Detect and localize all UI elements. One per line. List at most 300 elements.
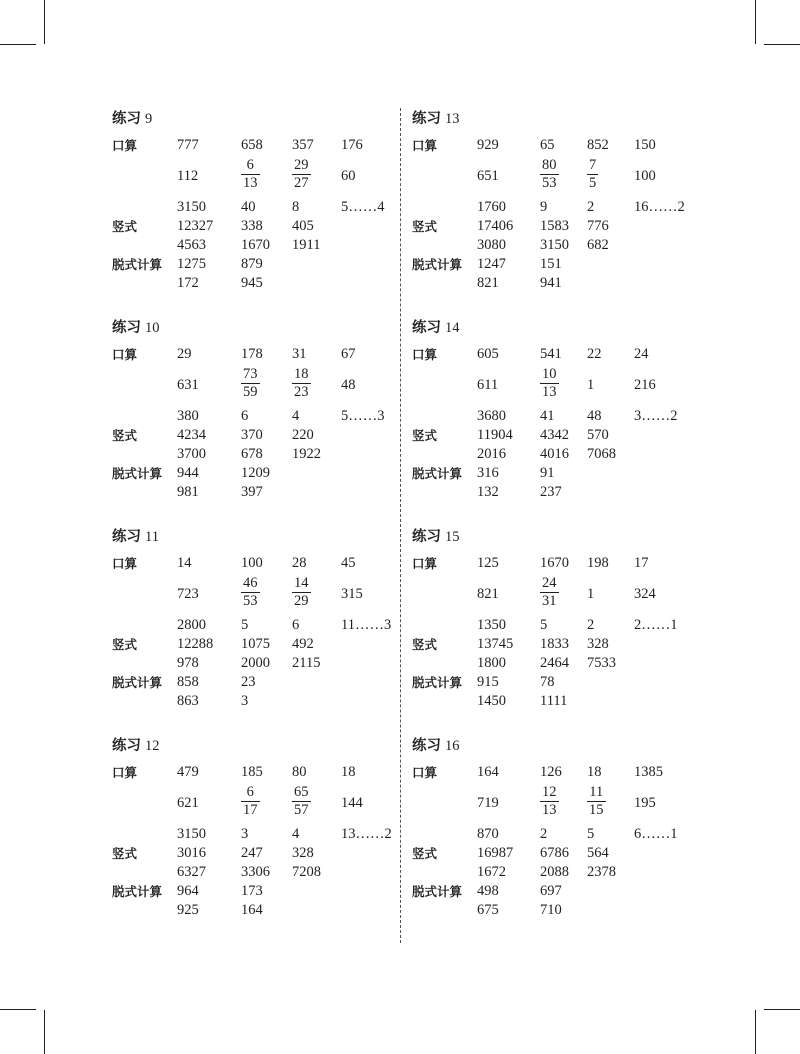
answer-value: 5……3 [341,408,385,424]
answer-value: 380 [177,408,199,424]
answer-value: 964 [177,883,199,899]
answer-value: 24 [634,346,649,362]
row-label: 脱式计算 [112,257,163,272]
answer-value: 2115 [292,655,321,671]
answer-value: 723 [177,586,199,602]
answer-value: 682 [587,237,609,253]
row-label: 竖式 [412,637,438,652]
answer-row [412,635,702,654]
row-label: 口算 [412,765,438,780]
row-label: 竖式 [112,428,138,443]
answer-value: 14 [177,555,192,571]
answer-value: 220 [292,427,314,443]
fraction-denominator: 17 [243,802,258,818]
answer-value: 67 [341,346,356,362]
exercise-number: 9 [145,111,153,127]
exercise-number: 12 [145,738,160,754]
answer-value: 176 [341,137,363,153]
row-label: 竖式 [412,846,438,861]
fraction-answer [241,784,260,819]
fraction-numerator: 80 [542,157,557,173]
answer-value: 247 [241,845,263,861]
answer-value: 112 [177,168,199,184]
answer-value: 40 [241,199,256,215]
answer-value: 611 [477,377,499,393]
exercise-title-text: 练习 [112,320,141,336]
exercise-number: 13 [445,111,460,127]
answer-value: 144 [341,795,363,811]
fraction-numerator: 73 [243,366,258,382]
fraction-numerator: 6 [241,157,260,175]
answer-value: 164 [477,764,499,780]
exercise-section [412,735,702,920]
answer-row [412,763,702,782]
answer-value: 852 [587,137,609,153]
answer-value: 1275 [177,256,206,272]
exercise-number: 11 [145,529,159,545]
fraction-answer [587,784,606,819]
fraction-denominator: 13 [243,175,258,191]
fraction-denominator: 29 [294,593,309,609]
answer-value: 324 [634,586,656,602]
answer-value: 2 [540,826,548,842]
crop-mark-top-right [755,0,756,44]
answer-value: 328 [587,636,609,652]
answer-value: 678 [241,446,263,462]
answer-value: 11……3 [341,617,392,633]
crop-mark-bottom-left [44,1010,45,1054]
exercise-number: 15 [445,529,460,545]
answer-value: 338 [241,218,263,234]
answer-value: 2378 [587,864,616,880]
answer-value: 777 [177,137,199,153]
answer-value: 3680 [477,408,506,424]
answer-value: 13745 [477,636,514,652]
fraction-numerator: 11 [587,784,606,802]
answer-value: 2464 [540,655,569,671]
answer-value: 315 [341,586,363,602]
fraction-answer [540,784,559,819]
answer-value: 5 [241,617,249,633]
answer-value: 2 [587,617,595,633]
answer-value: 28 [292,555,307,571]
answer-value: 651 [477,168,499,184]
answer-value: 541 [540,346,562,362]
exercise-number: 10 [145,320,160,336]
row-label: 脱式计算 [412,257,463,272]
answer-row [112,364,402,407]
exercise-title-text: 练习 [412,320,441,336]
fraction-denominator: 27 [294,175,309,191]
answer-value: 100 [634,168,656,184]
answer-value: 48 [341,377,356,393]
answer-value: 658 [241,137,263,153]
answer-row [112,882,402,901]
row-label: 竖式 [412,219,438,234]
fraction-numerator: 10 [542,366,557,382]
row-label: 竖式 [112,219,138,234]
answer-value: 915 [477,674,499,690]
fraction-numerator: 6 [241,784,260,802]
answer-value: 6 [241,408,249,424]
answer-value: 16……2 [634,199,685,215]
crop-mark-top-left-h [0,44,36,45]
fraction-numerator: 18 [294,366,309,382]
answer-value: 172 [177,275,199,291]
row-label: 竖式 [112,637,138,652]
answer-row [412,554,702,573]
answer-value: 4342 [540,427,569,443]
answer-row [112,426,402,445]
answer-value: 941 [540,275,562,291]
answer-row [112,635,402,654]
fraction-numerator: 29 [294,157,309,173]
answer-value: 316 [477,465,499,481]
answer-value: 1 [587,377,595,393]
exercise-title [412,108,702,130]
exercise-title-text: 练习 [112,738,141,754]
answer-value: 2800 [177,617,206,633]
answer-value: 4016 [540,446,569,462]
answer-value: 821 [477,586,499,602]
answer-row [412,901,702,920]
fraction-answer [292,157,311,192]
row-label: 脱式计算 [112,884,163,899]
answer-row [412,155,702,198]
answer-value: 4 [292,826,300,842]
answer-value: 631 [177,377,199,393]
answer-value: 7068 [587,446,616,462]
answer-value: 821 [477,275,499,291]
answer-value: 1385 [634,764,663,780]
row-label: 脱式计算 [112,466,163,481]
fraction-numerator: 7 [589,157,597,173]
row-label: 脱式计算 [412,884,463,899]
answer-value: 492 [292,636,314,652]
fraction-denominator: 13 [542,802,557,818]
exercise-section [112,735,402,920]
answer-row [412,616,702,635]
fraction-denominator: 23 [294,384,309,400]
exercise-title [112,108,402,130]
exercise-title [112,526,402,548]
answer-value: 3150 [540,237,569,253]
answer-value: 621 [177,795,199,811]
fraction-denominator: 57 [294,802,309,818]
exercise-title-text: 练习 [112,111,141,127]
row-label: 口算 [412,347,438,362]
answer-value: 605 [477,346,499,362]
row-label: 脱式计算 [412,466,463,481]
answer-value: 41 [540,408,555,424]
answer-row [112,274,402,293]
answer-value: 370 [241,427,263,443]
answer-value: 1760 [477,199,506,215]
answer-value: 3……2 [634,408,678,424]
answer-value: 78 [540,674,555,690]
answer-row [412,445,702,464]
answer-value: 3150 [177,826,206,842]
row-label: 口算 [112,765,138,780]
answer-row [412,407,702,426]
answer-value: 3306 [241,864,270,880]
answer-value: 8 [292,199,300,215]
answer-value: 1833 [540,636,569,652]
answer-row [112,763,402,782]
answer-value: 198 [587,555,609,571]
answer-value: 1450 [477,693,506,709]
fraction-numerator: 24 [542,575,557,591]
answer-value: 6786 [540,845,569,861]
answer-value: 18 [587,764,602,780]
answer-value: 4234 [177,427,206,443]
answer-row [112,155,402,198]
answer-value: 776 [587,218,609,234]
answer-value: 6……1 [634,826,678,842]
answer-row [112,573,402,616]
answer-row [412,673,702,692]
answer-value: 710 [540,902,562,918]
exercise-section [112,108,402,293]
exercise-title-text: 练习 [412,111,441,127]
fraction-numerator: 14 [294,575,309,591]
answer-value: 2088 [540,864,569,880]
answer-row [412,483,702,502]
answer-value: 1 [587,586,595,602]
fraction-denominator: 53 [542,175,557,191]
answer-row [112,673,402,692]
row-label: 脱式计算 [412,675,463,690]
fraction-denominator: 5 [589,175,597,191]
answer-value: 498 [477,883,499,899]
left-column [112,108,402,920]
exercise-title [412,317,702,339]
answer-value: 13……2 [341,826,392,842]
answer-value: 5……4 [341,199,385,215]
answer-value: 1672 [477,864,506,880]
answer-value: 23 [241,674,256,690]
crop-mark-bottom-right [755,1010,756,1054]
answer-value: 6 [292,617,300,633]
answer-value: 3700 [177,446,206,462]
exercise-section [412,317,702,502]
answer-value: 397 [241,484,263,500]
crop-mark-bottom-right-h [764,1009,800,1010]
fraction-denominator: 59 [243,384,258,400]
fraction-denominator: 13 [542,384,557,400]
answer-value: 125 [477,555,499,571]
answer-row [112,863,402,882]
answer-value: 1247 [477,256,506,272]
answer-value: 237 [540,484,562,500]
answer-row [112,464,402,483]
answer-value: 100 [241,555,263,571]
row-label: 口算 [412,138,438,153]
answer-value: 1583 [540,218,569,234]
answer-row [112,407,402,426]
fraction-denominator: 31 [542,593,557,609]
exercise-section [112,317,402,502]
exercise-section [412,108,702,293]
exercise-section [112,526,402,711]
answer-value: 357 [292,137,314,153]
answer-row [412,692,702,711]
answer-value: 18 [341,764,356,780]
answer-value: 1350 [477,617,506,633]
answer-value: 981 [177,484,199,500]
row-label: 口算 [112,138,138,153]
answer-value: 2000 [241,655,270,671]
fraction-denominator: 53 [243,593,258,609]
answer-value: 564 [587,845,609,861]
crop-mark-top-right-h [764,44,800,45]
answer-value: 879 [241,256,263,272]
answer-value: 126 [540,764,562,780]
fraction-numerator: 46 [243,575,258,591]
answer-value: 16987 [477,845,514,861]
answer-value: 45 [341,555,356,571]
answer-row [112,825,402,844]
answer-value: 7208 [292,864,321,880]
answer-value: 60 [341,168,356,184]
row-label: 竖式 [112,846,138,861]
row-label: 口算 [112,556,138,571]
answer-value: 12327 [177,218,214,234]
answer-value: 675 [477,902,499,918]
answer-value: 12288 [177,636,214,652]
fraction-answer [540,157,559,192]
answer-value: 978 [177,655,199,671]
exercise-title [412,735,702,757]
crop-mark-top-left [44,0,45,44]
answer-value: 925 [177,902,199,918]
answer-value: 2……1 [634,617,678,633]
answer-row [412,255,702,274]
answer-row [112,554,402,573]
answer-row [412,782,702,825]
right-column [412,108,702,920]
answer-row [112,901,402,920]
answer-row [412,426,702,445]
answer-value: 11904 [477,427,513,443]
fraction-numerator: 12 [542,784,557,800]
answer-value: 6327 [177,864,206,880]
answer-row [412,274,702,293]
answer-value: 185 [241,764,263,780]
answer-value: 479 [177,764,199,780]
answer-row [412,882,702,901]
answer-value: 132 [477,484,499,500]
answer-value: 4 [292,408,300,424]
exercise-section [412,526,702,711]
answer-row [412,345,702,364]
answer-row [112,616,402,635]
answer-row [412,198,702,217]
answer-value: 945 [241,275,263,291]
answer-value: 1670 [540,555,569,571]
answer-value: 91 [540,465,555,481]
answer-row [412,136,702,155]
exercise-number: 16 [445,738,460,754]
answer-value: 328 [292,845,314,861]
answer-value: 4563 [177,237,206,253]
answer-value: 151 [540,256,562,272]
answer-value: 17406 [477,218,514,234]
answer-value: 31 [292,346,307,362]
answer-row [112,198,402,217]
answer-row [112,692,402,711]
answer-value: 1670 [241,237,270,253]
exercise-title-text: 练习 [112,529,141,545]
answer-value: 1075 [241,636,270,652]
answer-value: 858 [177,674,199,690]
answer-row [412,236,702,255]
row-label: 竖式 [412,428,438,443]
answer-row [112,217,402,236]
fraction-denominator: 15 [589,802,604,818]
answer-value: 570 [587,427,609,443]
answer-value: 863 [177,693,199,709]
exercise-title-text: 练习 [412,529,441,545]
answer-value: 178 [241,346,263,362]
answer-row [112,136,402,155]
exercise-title-text: 练习 [412,738,441,754]
answer-value: 405 [292,218,314,234]
fraction-answer [241,575,260,610]
answer-row [112,236,402,255]
answer-value: 3 [241,826,249,842]
answer-value: 697 [540,883,562,899]
answer-row [412,364,702,407]
answer-value: 1800 [477,655,506,671]
fraction-answer [241,366,260,401]
answer-value: 1911 [292,237,321,253]
answer-row [112,844,402,863]
answer-value: 2 [587,199,595,215]
answer-value: 1111 [540,693,568,709]
answer-value: 3080 [477,237,506,253]
row-label: 口算 [412,556,438,571]
fraction-answer [241,157,260,192]
answer-value: 1922 [292,446,321,462]
answer-row [112,483,402,502]
answer-value: 22 [587,346,602,362]
exercise-title [112,735,402,757]
answer-value: 870 [477,826,499,842]
fraction-numerator: 65 [294,784,309,800]
answer-value: 17 [634,555,649,571]
answer-row [412,825,702,844]
answer-row [112,445,402,464]
row-label: 脱式计算 [112,675,163,690]
fraction-answer [292,784,311,819]
fraction-answer [540,575,559,610]
fraction-answer [587,157,598,192]
fraction-answer [292,575,311,610]
answer-value: 7533 [587,655,616,671]
answer-row [112,782,402,825]
answer-value: 3150 [177,199,206,215]
fraction-answer [540,366,559,401]
answer-value: 65 [540,137,555,153]
answer-value: 29 [177,346,192,362]
answer-row [412,217,702,236]
fraction-answer [292,366,311,401]
answer-value: 3016 [177,845,206,861]
answer-value: 2016 [477,446,506,462]
answer-value: 80 [292,764,307,780]
exercise-title [412,526,702,548]
